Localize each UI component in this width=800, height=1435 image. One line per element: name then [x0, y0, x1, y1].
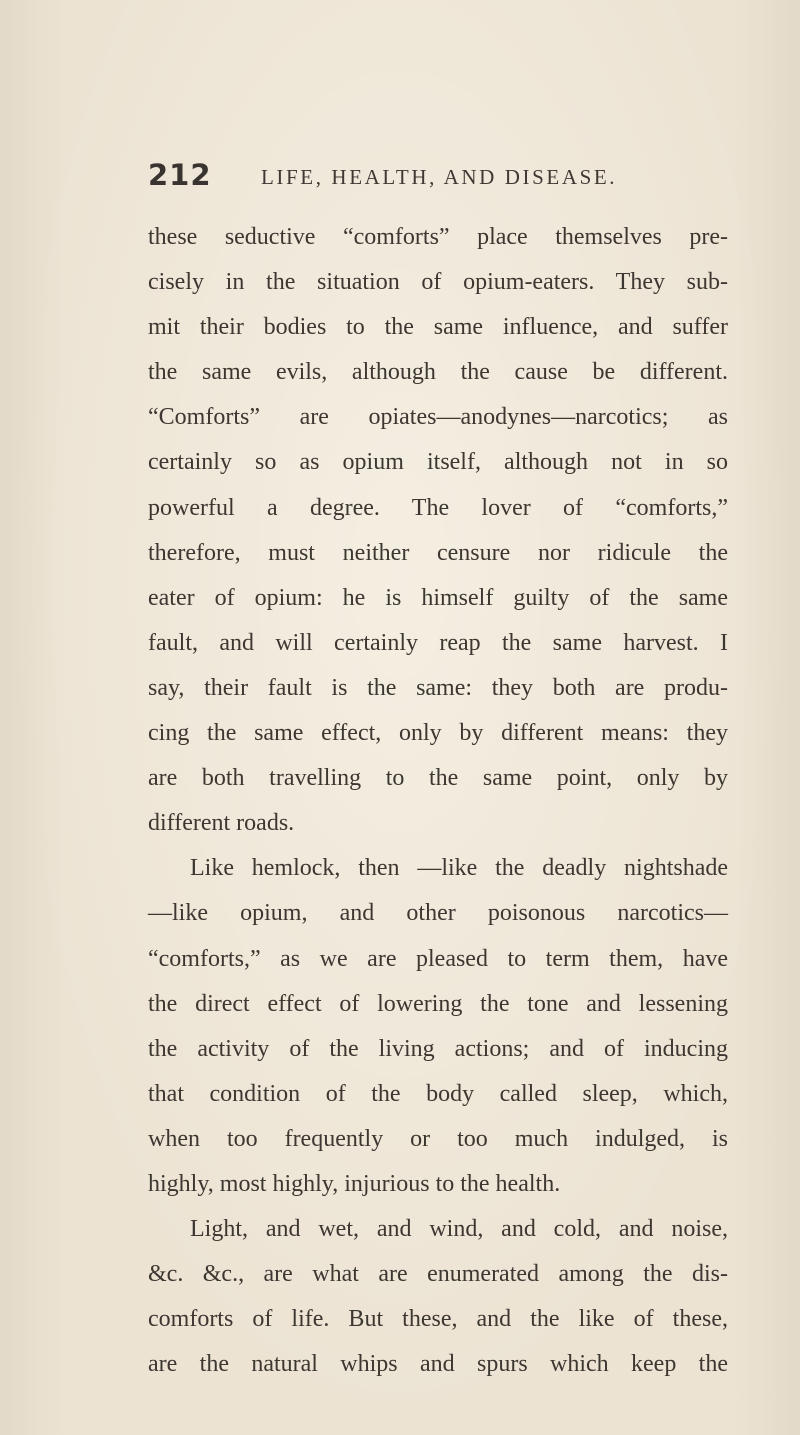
- text-line: powerful a degree. The lover of “comforts,”: [148, 494, 728, 521]
- text-line: —like opium, and other poisonous narcotics—: [148, 900, 728, 927]
- text-line: &c. &c., are what are enumerated among the dis-: [148, 1261, 728, 1288]
- text-line: the same evils, although the cause be different.: [148, 359, 728, 386]
- text-line: “comforts,” as we are pleased to term them, have: [148, 945, 728, 972]
- text-line: cing the same effect, only by different means: they: [148, 720, 728, 747]
- page-number: 212: [148, 158, 212, 192]
- running-title: LIFE, HEALTH, AND DISEASE.: [261, 165, 618, 189]
- body-text: [148, 215, 728, 1387]
- text-line: comforts of life. But these, and the like of these,: [148, 1306, 728, 1333]
- text-line: Light, and wet, and wind, and cold, and noise,: [190, 1216, 728, 1243]
- text-line: cisely in the situation of opium-eaters. They sub-: [148, 269, 728, 296]
- text-line: mit their bodies to the same influence, and suffer: [148, 314, 728, 341]
- text-line: certainly so as opium itself, although not in so: [148, 449, 728, 476]
- text-line: say, their fault is the same: they both are produ-: [148, 674, 728, 701]
- text-line: when too frequently or too much indulged, is: [148, 1125, 728, 1152]
- running-head: [148, 158, 728, 198]
- text-line: Like hemlock, then —like the deadly nightshade: [190, 855, 728, 882]
- text-line: highly, most highly, injurious to the health.: [148, 1170, 561, 1197]
- text-line: therefore, must neither censure nor ridicule the: [148, 539, 728, 566]
- text-line: eater of opium: he is himself guilty of the same: [148, 584, 728, 611]
- text-line: fault, and will certainly reap the same harvest. I: [148, 629, 728, 656]
- text-line: are the natural whips and spurs which keep the: [148, 1351, 728, 1378]
- text-line: that condition of the body called sleep, which,: [148, 1080, 728, 1107]
- text-line: these seductive “comforts” place themselves pre-: [148, 224, 728, 250]
- text-line: are both travelling to the same point, only by: [148, 765, 728, 792]
- text-line: the direct effect of lowering the tone and lessening: [148, 990, 728, 1017]
- text-line: “Comforts” are opiates—anodynes—narcotics; as: [148, 404, 728, 431]
- text-line: different roads.: [148, 810, 295, 837]
- text-line: the activity of the living actions; and of inducing: [148, 1035, 728, 1062]
